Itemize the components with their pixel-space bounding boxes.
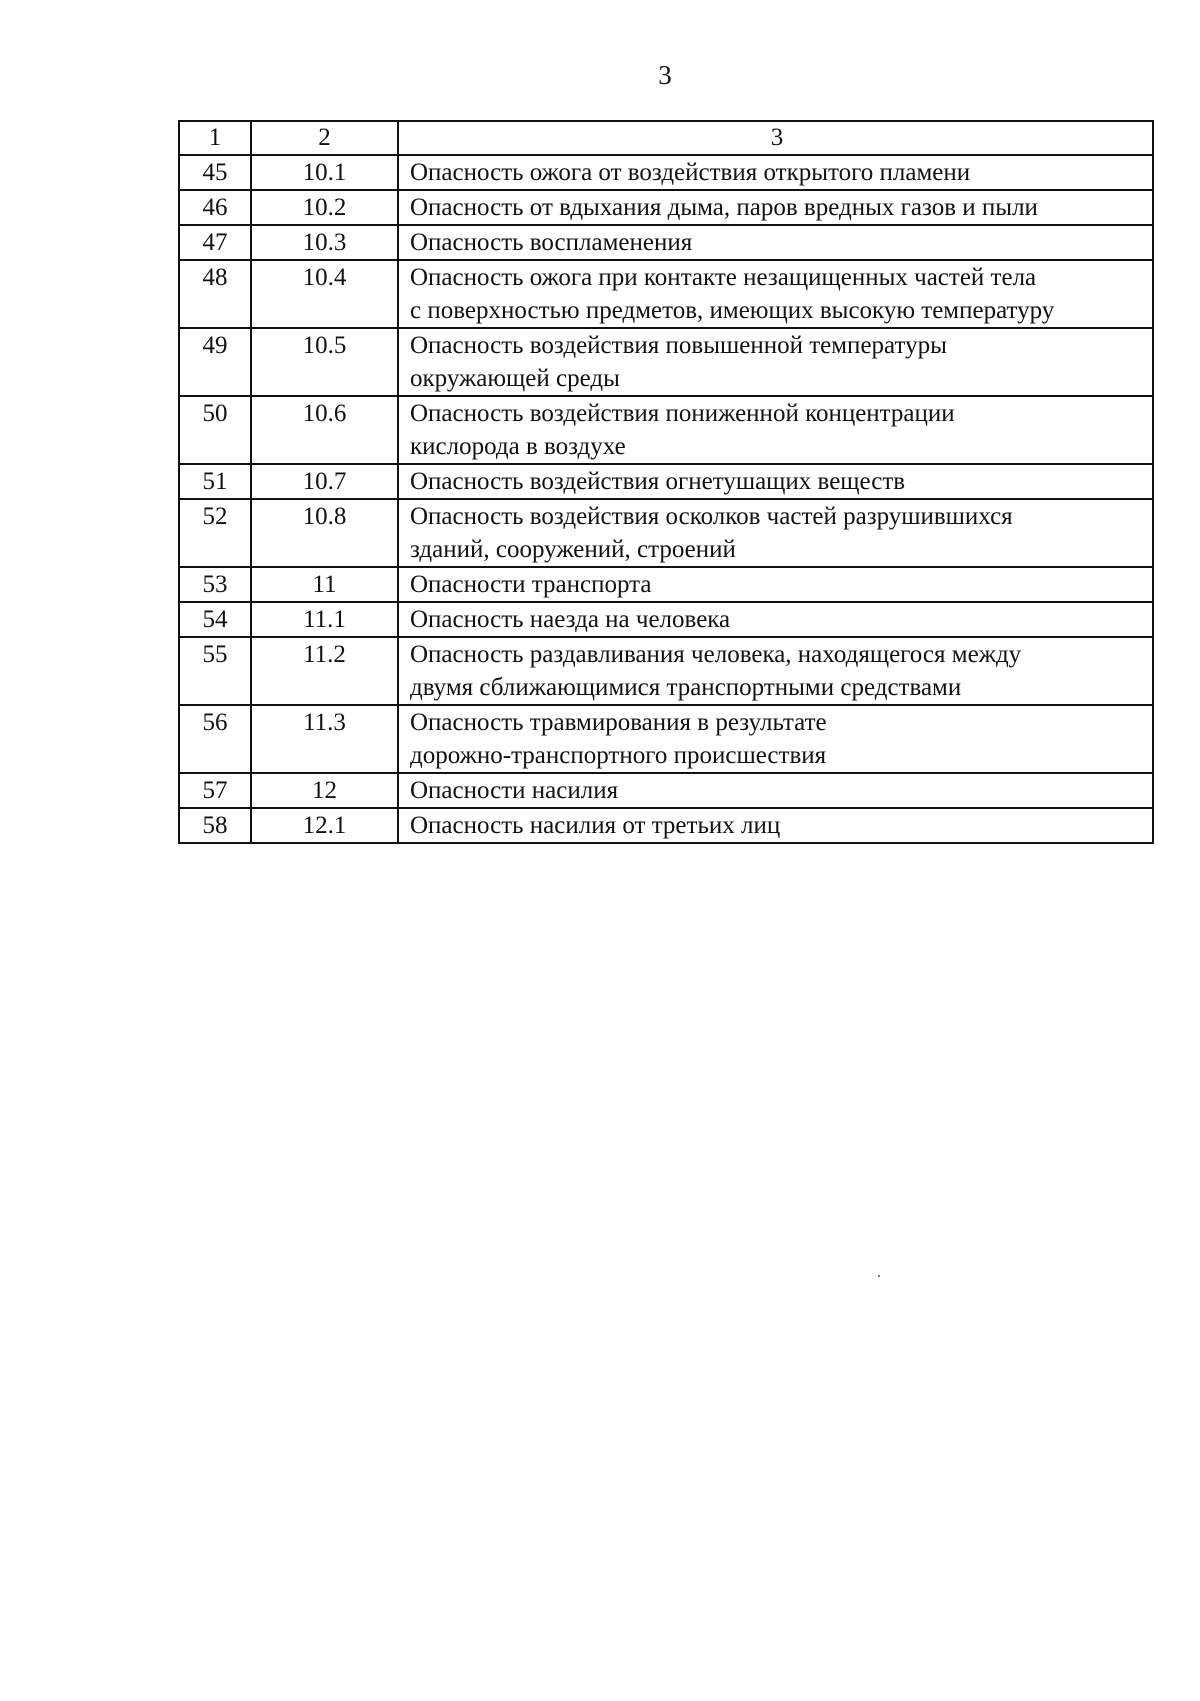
stray-dot	[878, 1275, 880, 1277]
hazard-description-line: двумя сближающимися транспортными средствами	[410, 674, 962, 701]
row-number-cell: 47	[179, 225, 251, 260]
hazard-description-line: Опасность ожога от воздействия открытого пламени	[410, 159, 971, 186]
row-number-cell: 56	[179, 705, 251, 773]
hazard-description-line: Опасность от вдыхания дыма, паров вредных газов и пыли	[410, 194, 1038, 221]
row-number-cell: 46	[179, 190, 251, 225]
header-cell-col1: 1	[179, 121, 251, 155]
hazard-description-line: Опасность воздействия пониженной концентрации	[410, 400, 955, 427]
hazard-description-cell	[398, 602, 1153, 637]
table-row	[179, 260, 1153, 328]
hazard-description-line: кислорода в воздухе	[410, 433, 626, 460]
hazard-description-line: Опасность ожога при контакте незащищенных частей тела	[410, 264, 1037, 291]
hazard-code-cell: 12.1	[251, 808, 398, 843]
row-number-cell: 51	[179, 464, 251, 499]
hazard-description-cell	[398, 773, 1153, 808]
hazard-description-line: Опасность наезда на человека	[410, 606, 731, 633]
table-row	[179, 155, 1153, 190]
table-row	[179, 773, 1153, 808]
row-number-cell: 49	[179, 328, 251, 396]
hazard-description-cell	[398, 155, 1153, 190]
page-number: 3	[658, 60, 672, 90]
hazard-description-line: Опасности насилия	[410, 777, 619, 804]
hazard-code-cell: 11.1	[251, 602, 398, 637]
row-number-cell: 53	[179, 567, 251, 602]
hazard-description-line: Опасность воздействия огнетушащих веществ	[410, 468, 906, 495]
hazard-description-line: Опасность раздавливания человека, находящегося между	[410, 641, 1022, 668]
hazard-description-line: окружающей среды	[410, 365, 620, 392]
table-row	[179, 396, 1153, 464]
hazard-description-cell	[398, 637, 1153, 705]
hazard-description-cell	[398, 328, 1153, 396]
hazard-description-line: Опасность воспламенения	[410, 229, 693, 256]
hazard-description-cell	[398, 464, 1153, 499]
hazard-code-cell: 11	[251, 567, 398, 602]
row-number-cell: 45	[179, 155, 251, 190]
hazard-description-line: с поверхностью предметов, имеющих высокую температуру	[410, 297, 1055, 324]
hazard-code-cell: 10.5	[251, 328, 398, 396]
table-row	[179, 499, 1153, 567]
hazard-description-cell	[398, 705, 1153, 773]
hazard-description-line: зданий, сооружений, строений	[410, 536, 736, 563]
hazard-table	[178, 120, 1154, 844]
table-row	[179, 190, 1153, 225]
hazard-code-cell: 10.7	[251, 464, 398, 499]
hazard-code-cell: 11.3	[251, 705, 398, 773]
table-header-row	[179, 121, 1153, 155]
hazard-table-body	[179, 121, 1153, 843]
row-number-cell: 55	[179, 637, 251, 705]
hazard-description-line: Опасность воздействия повышенной температуры	[410, 332, 947, 359]
hazard-description-cell	[398, 396, 1153, 464]
row-number-cell: 48	[179, 260, 251, 328]
hazard-description-cell	[398, 567, 1153, 602]
row-number-cell: 58	[179, 808, 251, 843]
hazard-description-line: Опасность травмирования в результате	[410, 709, 827, 736]
table-row	[179, 328, 1153, 396]
hazard-code-cell: 10.1	[251, 155, 398, 190]
hazard-code-cell: 12	[251, 773, 398, 808]
hazard-description-cell	[398, 808, 1153, 843]
hazard-description-cell	[398, 190, 1153, 225]
hazard-description-line: Опасности транспорта	[410, 571, 652, 598]
hazard-description-line: Опасность воздействия осколков частей разрушившихся	[410, 503, 1013, 530]
row-number-cell: 52	[179, 499, 251, 567]
table-row	[179, 637, 1153, 705]
hazard-description-line: дорожно-транспортного происшествия	[410, 742, 827, 769]
hazard-code-cell: 10.4	[251, 260, 398, 328]
row-number-cell: 57	[179, 773, 251, 808]
hazard-description-cell	[398, 225, 1153, 260]
table-row	[179, 808, 1153, 843]
hazard-code-cell: 11.2	[251, 637, 398, 705]
hazard-code-cell: 10.6	[251, 396, 398, 464]
header-cell-col2: 2	[251, 121, 398, 155]
table-row	[179, 705, 1153, 773]
hazard-code-cell: 10.8	[251, 499, 398, 567]
row-number-cell: 50	[179, 396, 251, 464]
hazard-description-line: Опасность насилия от третьих лиц	[410, 812, 781, 839]
row-number-cell: 54	[179, 602, 251, 637]
table-row	[179, 225, 1153, 260]
hazard-code-cell: 10.3	[251, 225, 398, 260]
hazard-description-cell	[398, 260, 1153, 328]
hazard-description-cell	[398, 499, 1153, 567]
table-row	[179, 567, 1153, 602]
table-row	[179, 602, 1153, 637]
header-cell-col3: 3	[398, 121, 1153, 155]
hazard-code-cell: 10.2	[251, 190, 398, 225]
table-row	[179, 464, 1153, 499]
